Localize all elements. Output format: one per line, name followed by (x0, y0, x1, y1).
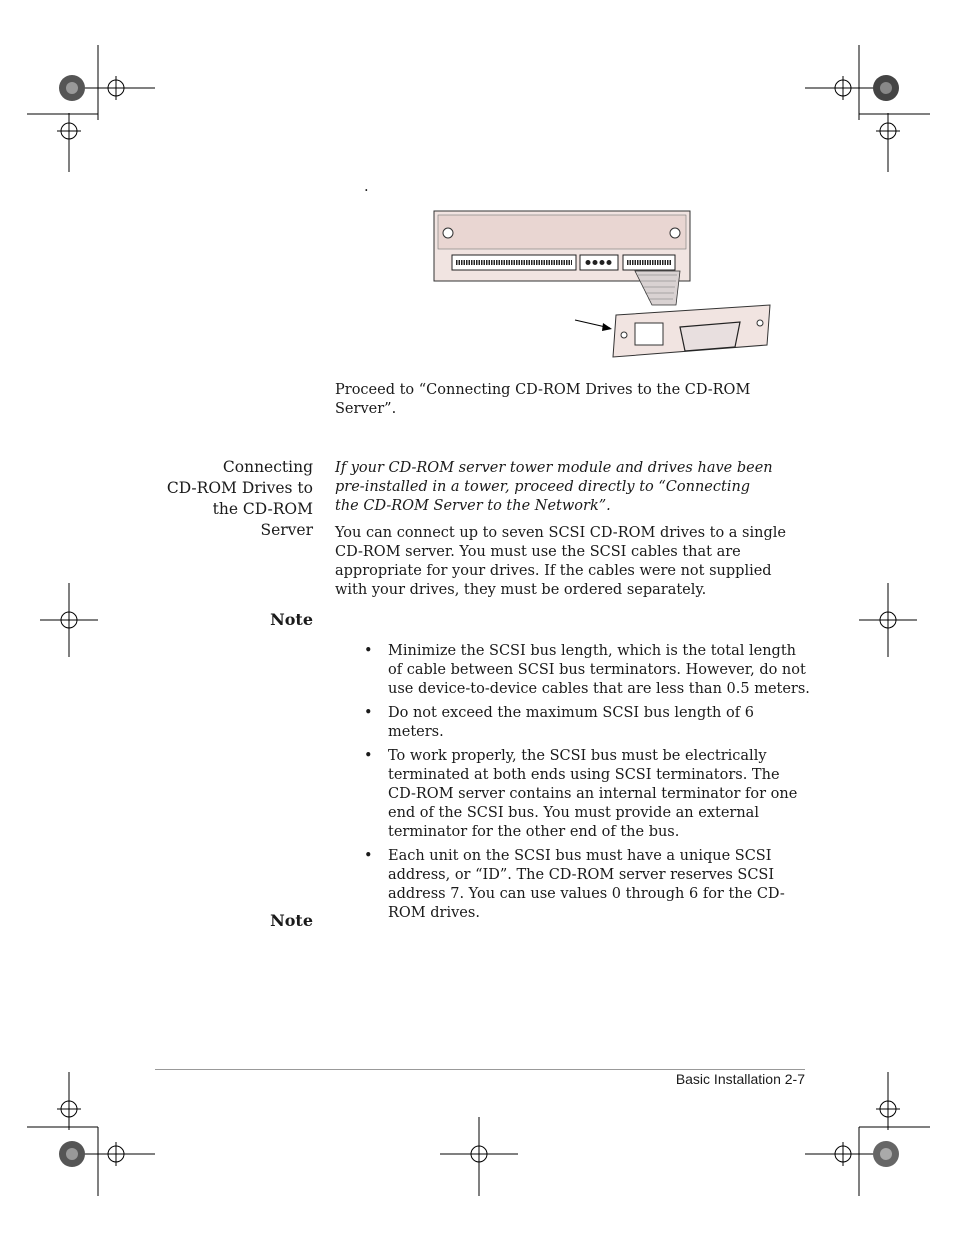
bullet-icon: • (364, 748, 373, 764)
note-label: Note (270, 610, 313, 629)
list-item: • To work properly, the SCSI bus must be electrically terminated at both ends using SCSI terminators. The CD-ROM server contains an internal terminator for one end of the SCSI bus. You must provide an external terminator for the other end of the bus. (364, 748, 798, 840)
list-item: • Do not exceed the maximum SCSI bus length of 6 meters. (364, 705, 754, 740)
list-item: • Each unit on the SCSI bus must have a unique SCSI address, or “ID”. The CD-ROM server reserves SCSI address 7. You can use values 0 through 6 for the CD-ROM drives. (364, 848, 785, 921)
bullet-icon: • (364, 848, 373, 864)
intro-paragraph: You can connect up to seven SCSI CD-ROM drives to a single CD-ROM server. You must use the SCSI cables that are appropriate for your drives. If the cables were not supplied with your drives, they must be ordered separately. (335, 525, 786, 598)
bullet-icon: • (364, 643, 373, 659)
heading-line: the CD-ROM (212, 500, 313, 518)
stray-dot: . (364, 179, 369, 195)
list-item: • Minimize the SCSI bus length, which is the total length of cable between SCSI bus terminators. However, do not use device-to-device cables that are less than 0.5 meters. (364, 643, 810, 697)
heading-line: CD-ROM Drives to (166, 479, 313, 497)
page-footer: Basic Installation 2-7 (675, 1071, 805, 1087)
heading-line: Connecting (222, 458, 313, 476)
bullet-icon: • (364, 705, 373, 721)
preinstalled-note: If your CD-ROM server tower module and drives have been pre-installed in a tower, proceed directly to “Connecting the CD-ROM Server to the Network”. (335, 460, 773, 514)
heading-line: Server (260, 521, 313, 539)
scsi-guidelines-list (362, 642, 812, 928)
cdrom-connector-figure (430, 205, 775, 365)
note-label: Note (270, 911, 313, 930)
proceed-text: Proceed to “Connecting CD-ROM Drives to the CD-ROM Server”. (335, 382, 751, 417)
section-heading (140, 457, 313, 541)
footer-rule (155, 1069, 805, 1070)
